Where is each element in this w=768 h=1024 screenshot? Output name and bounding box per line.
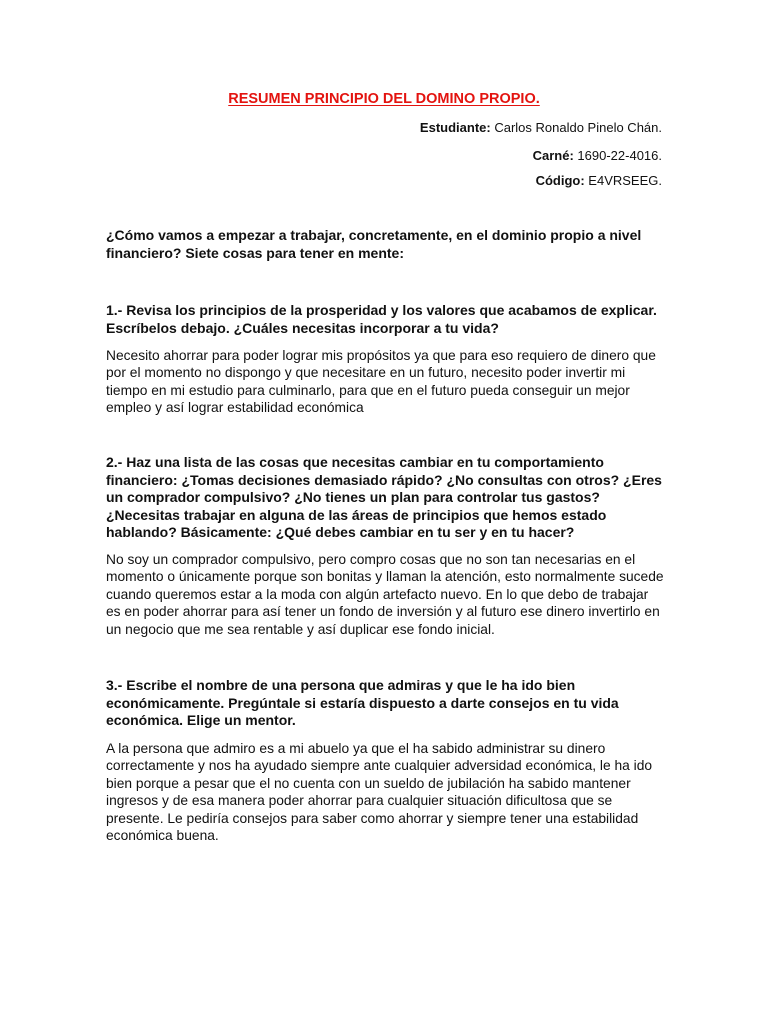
student-line <box>420 120 662 135</box>
carne-value: 1690-22-4016. <box>577 148 662 163</box>
student-label: Estudiante: <box>419 120 491 135</box>
question-1: 1.- Revisa los principios de la prosperidad y los valores que acabamos de explicar. Escríbelos debajo. ¿Cuáles necesitas incorporar a tu vida? <box>106 302 657 336</box>
intro-question: ¿Cómo vamos a empezar a trabajar, concretamente, en el dominio propio a nivel financiero? Siete cosas para tener en mente: <box>106 227 642 261</box>
codigo-value: E4VRSEEG. <box>588 173 662 188</box>
question-3: 3.- Escribe el nombre de una persona que admiras y que le ha ido bien económicamente. Pregúntale si estaría dispuesto a darte consejos en tu vida económica. Elige un mentor. <box>106 677 619 728</box>
question-2: 2.- Haz una lista de las cosas que necesitas cambiar en tu comportamiento financiero: ¿Tomas decisiones demasiado rápido? ¿No consultas con otros? ¿Eres un comprador compulsivo? ¿No tienes un plan para controlar tus gastos? ¿Necesitas trabajar en alguna de las áreas de principios que hemos estado hablando? Básicamente: ¿Qué debes cambiar en tu ser y en tu hacer? <box>106 454 662 540</box>
codigo-line <box>536 173 662 188</box>
codigo-label: Código: <box>535 173 585 188</box>
carne-line <box>533 148 662 163</box>
student-value: Carlos Ronaldo Pinelo Chán. <box>494 120 662 135</box>
document-title: RESUMEN PRINCIPIO DEL DOMINO PROPIO. <box>228 91 540 107</box>
answer-3: A la persona que admiro es a mi abuelo ya que el ha sabido administrar su dinero correctamente y nos ha ayudado siempre ante cualquier adversidad económica, le ha ido bien porque a pesar que el no cuenta con un sueldo de jubilación ha sabido mantener ingresos y de esa manera poder ahorrar para cualquier situación dificultosa que se presente. Le pediría consejos para saber como ahorrar y siempre tener una estabilidad económica buena. <box>106 741 653 844</box>
answer-1: Necesito ahorrar para poder lograr mis propósitos ya que para eso requiero de dinero que por el momento no dispongo y que necesitare en un futuro, necesito poder invertir mi tiempo en mi estudio para culminarlo, para que en el futuro pueda conseguir un mejor empleo y así lograr estabilidad económica <box>106 348 656 416</box>
answer-2: No soy un comprador compulsivo, pero compro cosas que no son tan necesarias en el momento o únicamente porque son bonitas y llaman la atención, esto normalmente sucede cuando queremos estar a la moda con algún artefacto nuevo. En lo que debo de trabajar es en poder ahorrar para así tener un fondo de inversión y al futuro ese dinero invertirlo en un negocio que me sea rentable y así duplicar ese fondo inicial. <box>106 552 664 637</box>
carne-label: Carné: <box>532 148 574 163</box>
